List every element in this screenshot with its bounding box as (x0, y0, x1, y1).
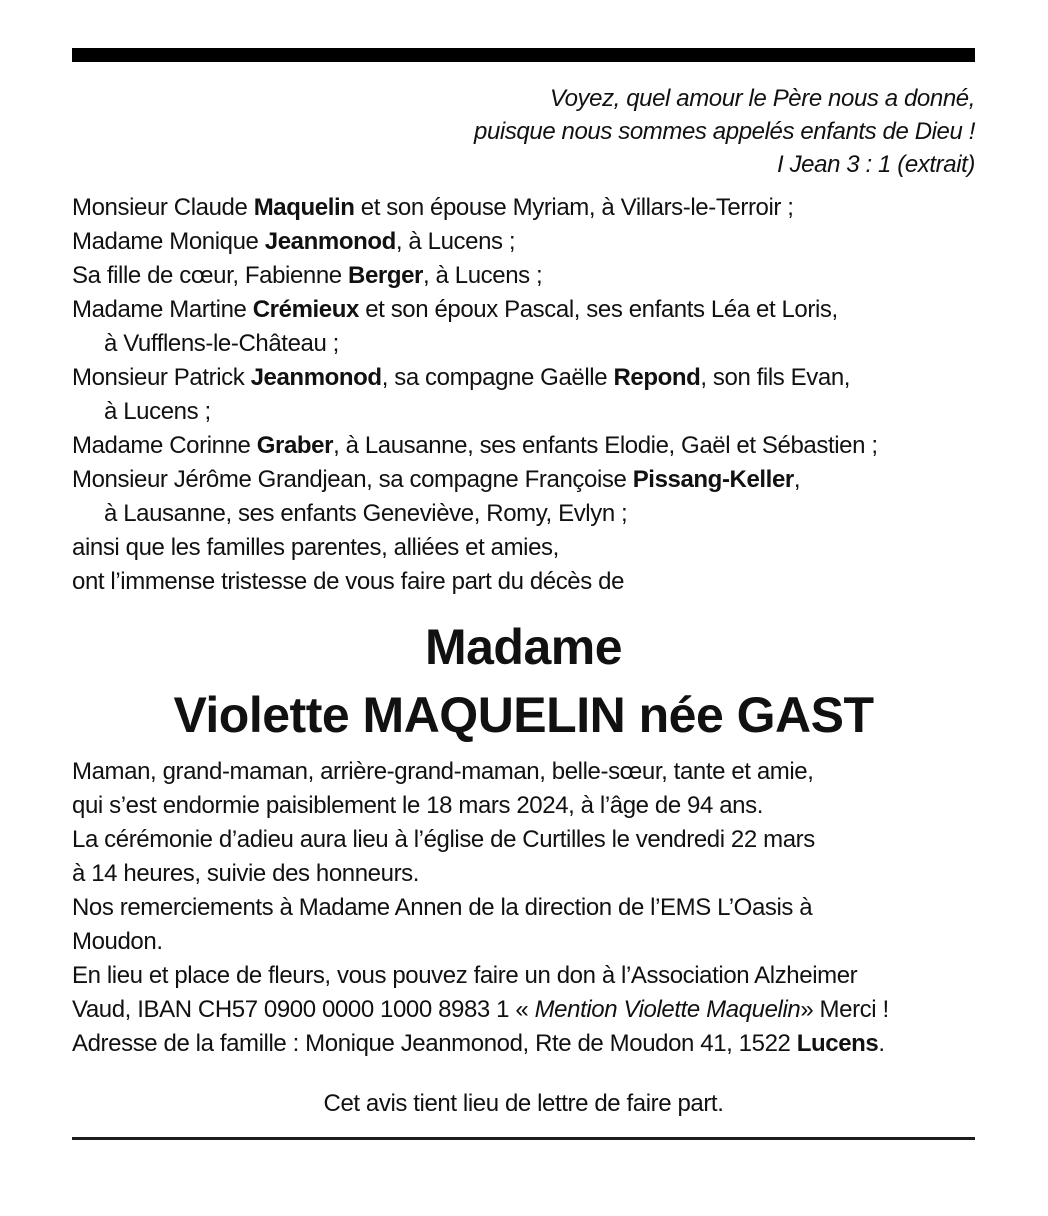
surname-bold: Pissang-Keller (632, 466, 794, 493)
text-line (72, 225, 975, 259)
text-segment: Monsieur Claude (72, 194, 254, 221)
text-line (72, 565, 975, 599)
text-line (72, 925, 975, 959)
text-segment: Sa fille de cœur, Fabienne (72, 262, 349, 289)
text-segment: à Vufflens-le-Château ; (104, 330, 339, 357)
text-segment: Madame Corinne (72, 432, 257, 459)
text-segment: à 14 heures, suivie des honneurs. (72, 860, 420, 887)
text-segment: Monsieur Patrick (72, 364, 251, 391)
text-segment: La cérémonie d’adieu aura lieu à l’église de Curtilles le vendredi 22 mars (72, 826, 815, 853)
text-segment: Nos remerciements à Madame Annen de la direction de l’EMS L’Oasis à (72, 894, 813, 921)
text-segment: , (793, 466, 801, 493)
text-segment: Moudon. (72, 928, 163, 955)
text-segment: » Merci ! (800, 996, 889, 1023)
text-line (72, 463, 975, 497)
notice-content (72, 0, 975, 1140)
text-line (72, 531, 975, 565)
surname-bold: Crémieux (252, 296, 359, 323)
text-segment: Violette MAQUELIN née GAST (173, 687, 874, 743)
scripture-quote (72, 82, 975, 181)
surname-bold: Berger (348, 262, 423, 289)
text-segment: . (878, 1030, 885, 1057)
text-segment: En lieu et place de fleurs, vous pouvez faire un don à l’Association Alzheimer (72, 962, 858, 989)
text-line (72, 115, 975, 148)
text-segment: Vaud, IBAN CH57 0900 0000 1000 8983 1 « (72, 996, 535, 1023)
surname-bold: Repond (613, 364, 701, 391)
text-line (72, 959, 975, 993)
text-line (72, 429, 975, 463)
text-segment: et son époux Pascal, ses enfants Léa et Loris, (358, 296, 838, 323)
text-segment: puisque nous sommes appelés enfants de Dieu ! (474, 118, 975, 145)
surname-bold: Jeanmonod (264, 228, 396, 255)
text-line (72, 993, 975, 1027)
text-segment: Voyez, quel amour le Père nous a donné, (549, 85, 975, 112)
closing-line: Cet avis tient lieu de lettre de faire part. (323, 1090, 724, 1117)
text-line (72, 361, 975, 395)
text-line (72, 327, 975, 361)
text-line (72, 823, 975, 857)
text-line (72, 613, 975, 681)
text-line (72, 789, 975, 823)
text-line (72, 681, 975, 749)
text-segment: Monsieur Jérôme Grandjean, sa compagne Françoise (72, 466, 633, 493)
bottom-divider-line (72, 1137, 975, 1140)
deceased-name-title (72, 613, 975, 749)
text-segment: Madame (424, 619, 623, 675)
text-line (72, 191, 975, 225)
text-segment: , sa compagne Gaëlle (381, 364, 614, 391)
text-line (72, 82, 975, 115)
text-line (72, 497, 975, 531)
family-list (72, 191, 975, 599)
text-segment: et son épouse Myriam, à Villars-le-Terroir ; (354, 194, 794, 221)
text-segment: I Jean 3 : 1 (extrait) (777, 151, 975, 178)
text-line (72, 259, 975, 293)
italic-mention: Mention Violette Maquelin (534, 996, 801, 1023)
text-segment: Madame Martine (72, 296, 253, 323)
surname-bold: Lucens (796, 1030, 879, 1057)
text-segment: Maman, grand-maman, arrière-grand-maman, belle-sœur, tante et amie, (72, 758, 814, 785)
text-segment: Adresse de la famille : Monique Jeanmonod, Rte de Moudon 41, 1522 (72, 1030, 797, 1057)
text-segment: , son fils Evan, (700, 364, 851, 391)
surname-bold: Jeanmonod (250, 364, 382, 391)
text-segment: Madame Monique (72, 228, 265, 255)
text-segment: à Lausanne, ses enfants Geneviève, Romy, Evlyn ; (104, 500, 628, 527)
text-segment: qui s’est endormie paisiblement le 18 mars 2024, à l’âge de 94 ans. (72, 792, 763, 819)
text-line (72, 148, 975, 181)
top-divider-bar (72, 48, 975, 62)
text-segment: ont l’immense tristesse de vous faire part du décès de (72, 568, 625, 595)
text-line (72, 857, 975, 891)
surname-bold: Maquelin (253, 194, 355, 221)
text-line (72, 891, 975, 925)
text-line (72, 293, 975, 327)
surname-bold: Graber (256, 432, 334, 459)
text-line (72, 755, 975, 789)
announcement-body (72, 755, 975, 1061)
text-segment: , à Lucens ; (395, 228, 516, 255)
text-segment: ainsi que les familles parentes, alliées et amies, (72, 534, 559, 561)
text-line (72, 395, 975, 429)
text-line (72, 1027, 975, 1061)
text-segment: à Lucens ; (104, 398, 211, 425)
text-segment: , à Lausanne, ses enfants Elodie, Gaël et Sébastien ; (333, 432, 878, 459)
text-segment: , à Lucens ; (423, 262, 543, 289)
